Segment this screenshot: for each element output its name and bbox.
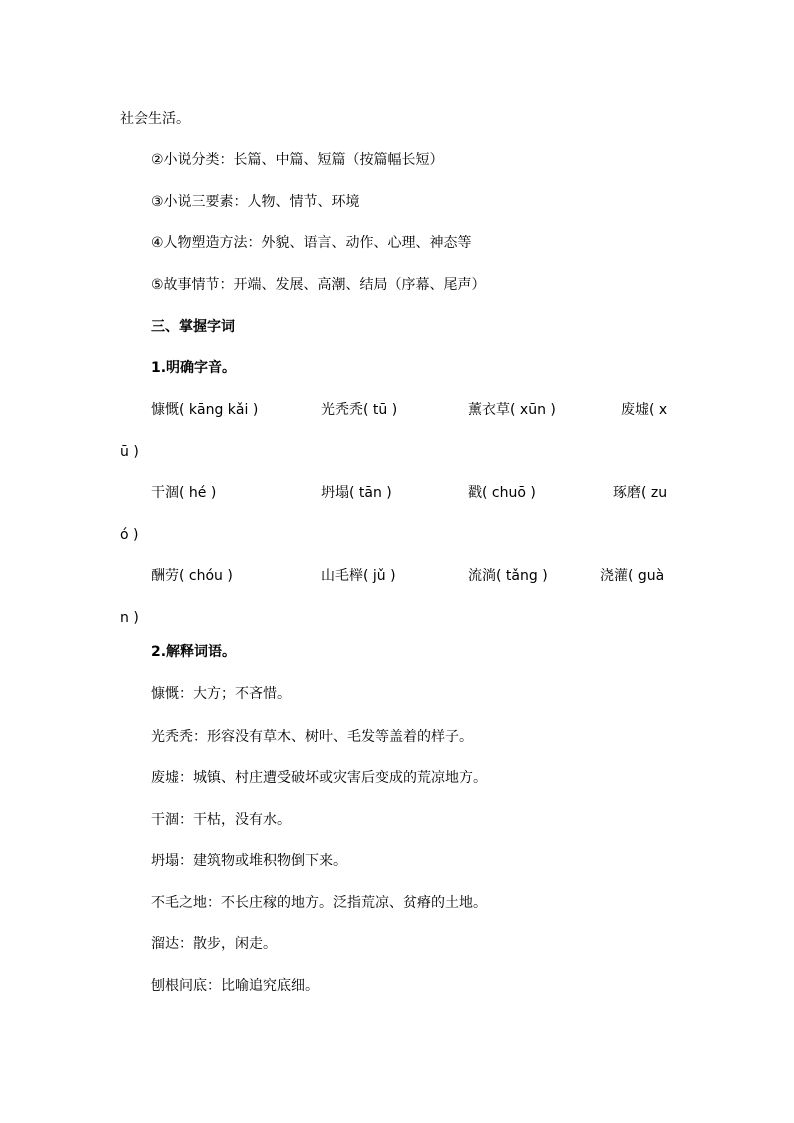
pinyin-wrap: ó ) bbox=[120, 527, 139, 543]
novel-point-plot: ⑤故事情节：开端、发展、高潮、结局（序幕、尾声） bbox=[151, 277, 486, 293]
definition-item: 刨根问底：比喻追究底细。 bbox=[151, 978, 319, 994]
pinyin-item: 慷慨( kāng kǎi ) bbox=[151, 402, 259, 418]
pinyin-item: 山毛榉( jǔ ) bbox=[321, 568, 396, 584]
pinyin-item: 废墟( x bbox=[621, 402, 668, 418]
definition-item: 慷慨：大方；不吝惜。 bbox=[151, 686, 291, 702]
novel-point-classification: ②小说分类：长篇、中篇、短篇（按篇幅长短） bbox=[151, 152, 444, 168]
pinyin-item: 坍塌( tān ) bbox=[321, 485, 392, 501]
definition-item: 坍塌：建筑物或堆积物倒下来。 bbox=[151, 853, 347, 869]
paragraph-intro-end: 社会生活。 bbox=[120, 111, 190, 127]
pinyin-wrap: n ) bbox=[120, 610, 139, 626]
definition-item: 溜达：散步，闲走。 bbox=[151, 936, 277, 952]
definition-item: 光秃秃：形容没有草木、树叶、毛发等盖着的样子。 bbox=[151, 729, 473, 745]
pinyin-item: 浇灌( guà bbox=[600, 568, 665, 584]
novel-point-characterization: ④人物塑造方法：外貌、语言、动作、心理、神态等 bbox=[151, 235, 472, 251]
definition-item: 不毛之地：不长庄稼的地方。泛指荒凉、贫瘠的土地。 bbox=[151, 895, 487, 911]
pinyin-wrap: ū ) bbox=[120, 444, 139, 460]
novel-point-three-elements: ③小说三要素：人物、情节、环境 bbox=[151, 194, 360, 210]
section-heading: 三、掌握字词 bbox=[151, 319, 235, 335]
pinyin-item: 薰衣草( xūn ) bbox=[468, 402, 556, 418]
pinyin-item: 琢磨( zu bbox=[613, 485, 668, 501]
definition-item: 废墟：城镇、村庄遭受破坏或灾害后变成的荒凉地方。 bbox=[151, 770, 487, 786]
subsection-heading-definitions: 2.解释词语。 bbox=[151, 644, 237, 660]
definition-item: 干涸：干枯，没有水。 bbox=[151, 812, 291, 828]
subsection-heading-pronunciation: 1.明确字音。 bbox=[151, 360, 237, 376]
pinyin-item: 酬劳( chóu ) bbox=[151, 568, 233, 584]
pinyin-item: 光秃秃( tū ) bbox=[321, 402, 398, 418]
pinyin-item: 戳( chuō ) bbox=[468, 485, 536, 501]
pinyin-item: 流淌( tǎng ) bbox=[468, 568, 548, 584]
pinyin-item: 干涸( hé ) bbox=[151, 485, 217, 501]
